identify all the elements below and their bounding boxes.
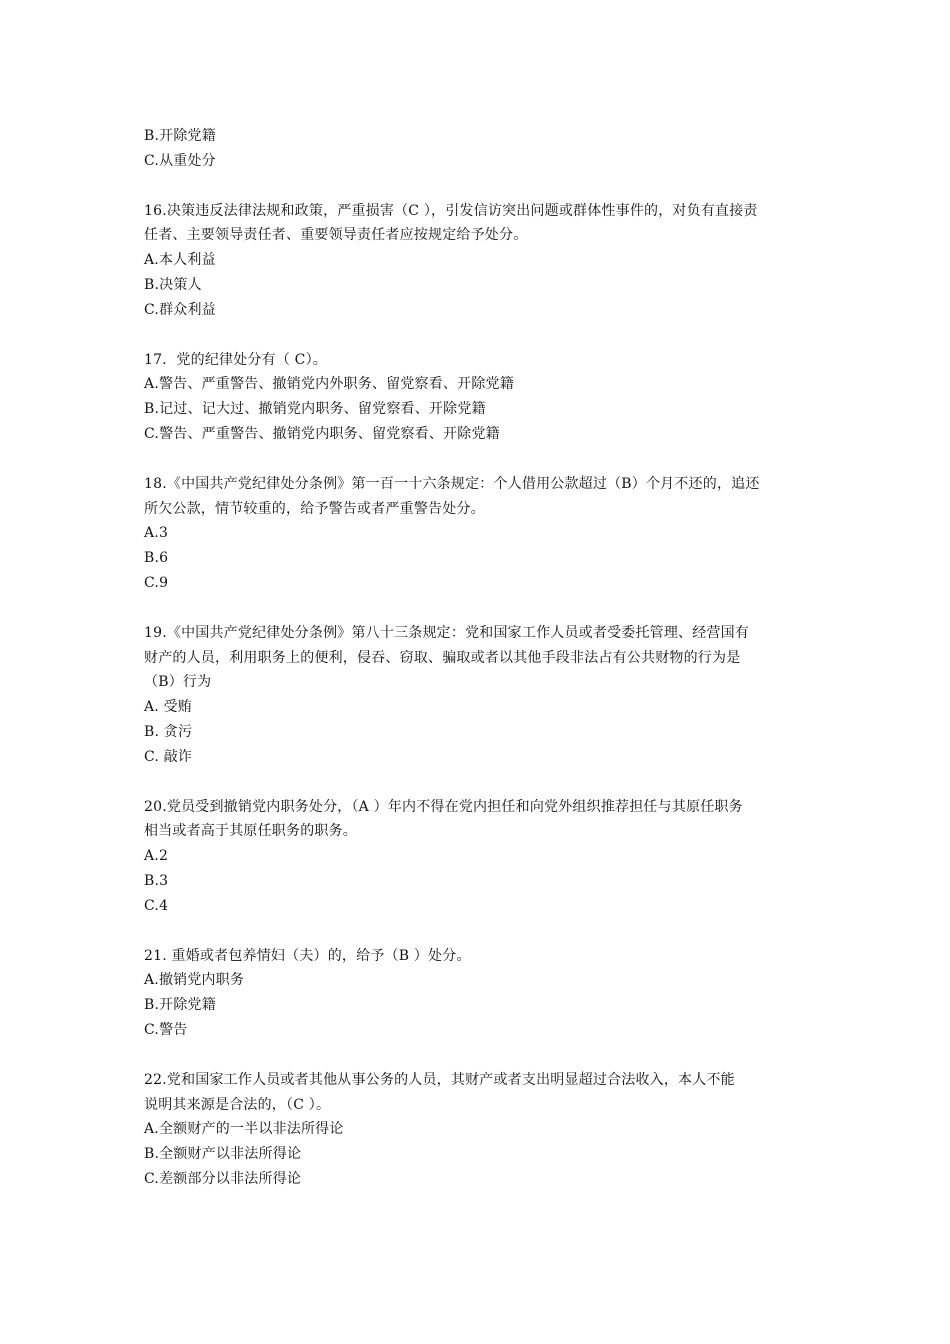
- question-text: 任者、主要领导责任者、重要领导责任者应按规定给予处分。: [144, 227, 528, 244]
- option-c: C.警告、严重警告、撤销党内职务、留党察看、开除党籍: [144, 425, 500, 442]
- option-b: B.6: [144, 550, 169, 567]
- question-text: 所欠公款，情节较重的，给予警告或者严重警告处分。: [144, 500, 485, 517]
- option-a: A.全额财产的一半以非法所得论: [144, 1121, 344, 1138]
- question-16: [144, 199, 814, 323]
- option-b: B.记过、记大过、撤销党内职务、留党察看、开除党籍: [144, 401, 486, 418]
- document-page: [144, 124, 814, 1192]
- option-c: C.群众利益: [144, 301, 216, 318]
- option-a: A. 受贿: [144, 699, 193, 716]
- question-text: 说明其来源是合法的，（C ）。: [144, 1096, 331, 1113]
- option-c: C.差额部分以非法所得论: [144, 1170, 302, 1187]
- option-c: C.警告: [144, 1021, 188, 1038]
- option-b: B.决策人: [144, 276, 202, 293]
- question-15-continued: [144, 124, 814, 174]
- question-text: （B）行为: [144, 674, 212, 691]
- option-b: B.开除党籍: [144, 997, 216, 1014]
- option-a: A.本人利益: [144, 252, 216, 269]
- option-b: B.全额财产以非法所得论: [144, 1146, 302, 1163]
- option-a: A.3: [144, 525, 169, 542]
- option-b: B.3: [144, 872, 169, 889]
- question-text: 19.《中国共产党纪律处分条例》第八十三条规定：党和国家工作人员或者受委托管理、经营国有: [144, 624, 750, 641]
- option-c: C.9: [144, 574, 169, 591]
- question-text: 16.决策违反法律法规和政策，严重损害（C ），引发信访突出问题或群体性事件的，对负有直接责: [144, 202, 758, 219]
- option-a: A.2: [144, 848, 169, 865]
- option-c: C. 敲诈: [144, 748, 193, 765]
- question-text: 相当或者高于其原任职务的职务。: [144, 823, 357, 840]
- question-text: 财产的人员，利用职务上的便利，侵吞、窃取、骗取或者以其他手段非法占有公共财物的行为是: [144, 649, 741, 666]
- question-18: [144, 472, 814, 596]
- option-a: A.撤销党内职务: [144, 972, 245, 989]
- question-21: [144, 944, 814, 1043]
- question-text: 22.党和国家工作人员或者其他从事公务的人员，其财产或者支出明显超过合法收入，本人不能: [144, 1071, 735, 1088]
- question-22: [144, 1068, 814, 1192]
- question-19: [144, 621, 814, 770]
- question-text: 20.党员受到撤销党内职务处分，（A ）年内不得在党内担任和向党外组织推荐担任与其原任职务: [144, 798, 743, 815]
- option-b: B.开除党籍: [144, 128, 216, 144]
- question-text: 18.《中国共产党纪律处分条例》第一百一十六条规定：个人借用公款超过（B）个月不还的，追还: [144, 475, 760, 492]
- option-c: C.从重处分: [144, 152, 216, 169]
- question-20: [144, 795, 814, 919]
- option-c: C.4: [144, 897, 169, 914]
- option-b: B. 贪污: [144, 723, 193, 740]
- question-text: 17．党的纪律处分有（ C）。: [144, 351, 327, 368]
- question-text: 21. 重婚或者包养情妇（夫）的，给予（B ）处分。: [144, 947, 471, 964]
- question-17: [144, 348, 814, 447]
- option-a: A.警告、严重警告、撤销党内外职务、留党察看、开除党籍: [144, 376, 514, 393]
